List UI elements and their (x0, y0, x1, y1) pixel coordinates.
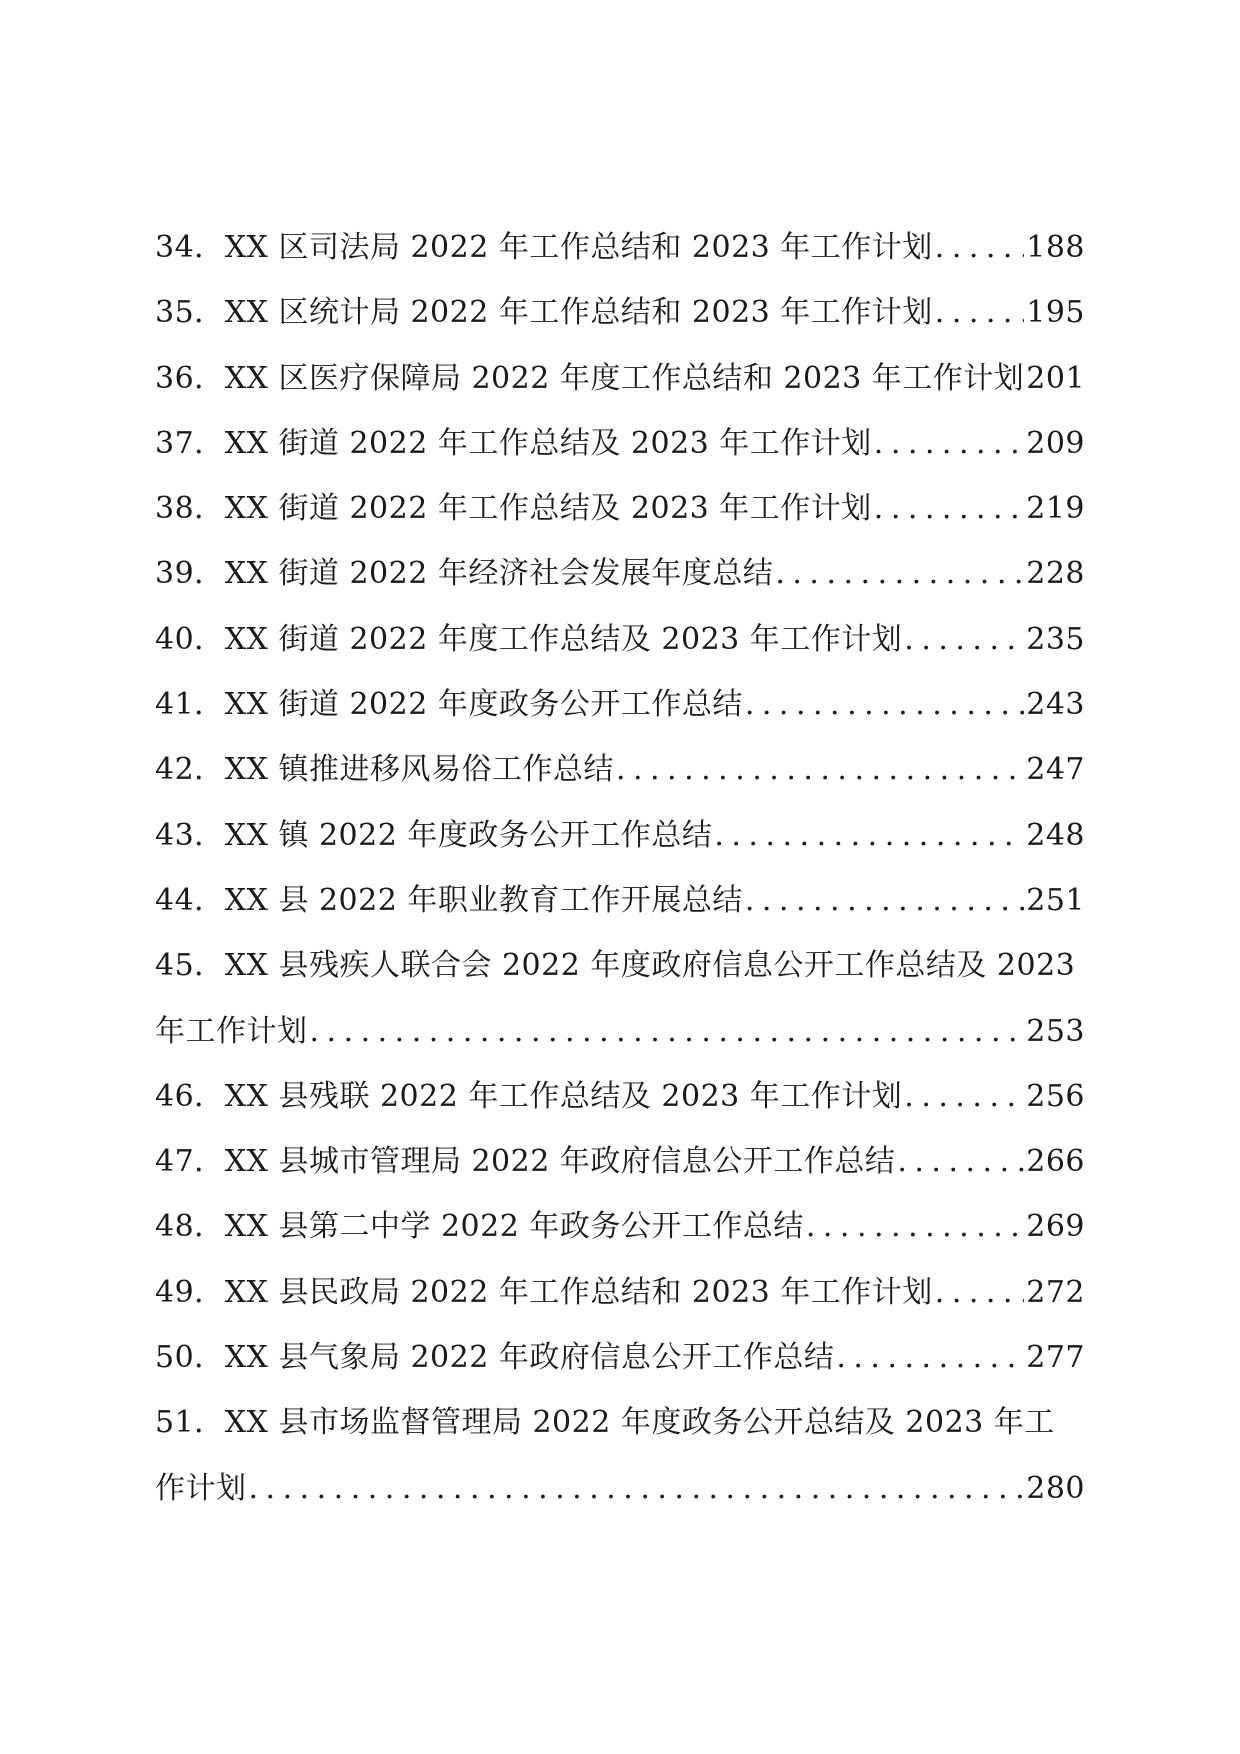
toc-entry-page: 243 (1026, 687, 1085, 723)
toc-entry-number: 36． (155, 360, 225, 396)
dot-leader (933, 280, 1024, 345)
toc-entry-title: XX 街道 2022 年经济社会发展年度总结 (224, 556, 774, 592)
toc-entry-title: XX 街道 2022 年度工作总结及 2023 年工作计划 (224, 621, 903, 657)
table-of-contents (155, 215, 1085, 1521)
toc-entry-48[interactable] (155, 1194, 1085, 1259)
dot-leader (743, 868, 1024, 933)
toc-entry-page: 201 (1026, 360, 1085, 396)
toc-entry-47[interactable] (155, 1129, 1085, 1194)
toc-entry-number: 40． (155, 621, 225, 657)
toc-entry-39[interactable] (155, 541, 1085, 606)
toc-entry-title: XX 街道 2022 年度政务公开工作总结 (224, 687, 743, 723)
toc-entry-title: XX 县民政局 2022 年工作总结和 2023 年工作计划 (224, 1274, 933, 1310)
toc-entry-title-continued: 年工作计划 (155, 1013, 308, 1049)
toc-entry-37[interactable] (155, 411, 1085, 476)
toc-entry-title: XX 县残疾人联合会 2022 年度政府信息公开工作总结及 2023 (224, 948, 1076, 984)
toc-entry-number: 37． (155, 425, 225, 461)
toc-entry-page: 266 (1026, 1144, 1085, 1180)
toc-entry-35[interactable] (155, 280, 1085, 345)
toc-entry-page: 228 (1026, 556, 1085, 592)
toc-entry-number: 42． (155, 752, 225, 788)
toc-entry-49[interactable] (155, 1260, 1085, 1325)
toc-entry-38[interactable] (155, 476, 1085, 541)
toc-entry-page: 247 (1026, 752, 1085, 788)
toc-entry-number: 48． (155, 1209, 225, 1245)
toc-entry-page: 219 (1026, 491, 1085, 527)
toc-entry-page: 209 (1026, 425, 1085, 461)
dot-leader (902, 1064, 1024, 1129)
toc-entry-51[interactable] (155, 1390, 1085, 1521)
dot-leader (933, 1260, 1024, 1325)
toc-entry-title: XX 县气象局 2022 年政府信息公开工作总结 (224, 1340, 835, 1376)
toc-entry-title: XX 县城市管理局 2022 年政府信息公开工作总结 (224, 1144, 896, 1180)
toc-entry-page: 195 (1026, 295, 1085, 331)
toc-entry-number: 39． (155, 556, 225, 592)
toc-entry-title: XX 区医疗保障局 2022 年度工作总结和 2023 年工作计划 (224, 360, 1025, 396)
toc-entry-title: XX 县市场监督管理局 2022 年度政务公开总结及 2023 年工 (224, 1405, 1055, 1441)
toc-entry-number: 35． (155, 295, 225, 331)
toc-entry-page: 277 (1026, 1340, 1085, 1376)
toc-entry-title: XX 街道 2022 年工作总结及 2023 年工作计划 (224, 491, 872, 527)
dot-leader (712, 803, 1024, 868)
dot-leader (872, 411, 1024, 476)
toc-entry-title: XX 镇推进移风易俗工作总结 (224, 752, 614, 788)
toc-entry-46[interactable] (155, 1064, 1085, 1129)
dot-leader (247, 1456, 1025, 1521)
toc-entry-44[interactable] (155, 868, 1085, 933)
toc-entry-page: 188 (1026, 230, 1085, 265)
toc-entry-page: 256 (1026, 1078, 1085, 1114)
toc-entry-page: 251 (1026, 882, 1085, 918)
toc-entry-title: XX 区司法局 2022 年工作总结和 2023 年工作计划 (224, 230, 933, 265)
toc-entry-title-continued: 作计划 (155, 1470, 247, 1506)
toc-entry-title: XX 县残联 2022 年工作总结及 2023 年工作计划 (224, 1078, 903, 1114)
toc-entry-number: 41． (155, 687, 225, 723)
toc-entry-40[interactable] (155, 607, 1085, 672)
toc-entry-title: XX 街道 2022 年工作总结及 2023 年工作计划 (224, 425, 872, 461)
toc-entry-title: XX 县 2022 年职业教育工作开展总结 (224, 882, 743, 918)
toc-entry-number: 46． (155, 1078, 225, 1114)
toc-entry-number: 51． (155, 1405, 225, 1441)
toc-entry-number: 50． (155, 1340, 225, 1376)
dot-leader (933, 215, 1024, 280)
toc-entry-number: 38． (155, 491, 225, 527)
dot-leader (614, 737, 1024, 802)
toc-entry-title: XX 区统计局 2022 年工作总结和 2023 年工作计划 (224, 295, 933, 331)
toc-entry-number: 43． (155, 817, 225, 853)
toc-entry-36[interactable] (155, 346, 1085, 411)
toc-entry-43[interactable] (155, 803, 1085, 868)
toc-entry-41[interactable] (155, 672, 1085, 737)
dot-leader (804, 1194, 1024, 1259)
toc-entry-34[interactable] (155, 215, 1085, 280)
toc-entry-number: 49． (155, 1274, 225, 1310)
dot-leader (308, 999, 1025, 1064)
toc-entry-number: 47． (155, 1144, 225, 1180)
dot-leader (834, 1325, 1024, 1390)
toc-entry-page: 272 (1026, 1274, 1085, 1310)
toc-entry-page: 248 (1026, 817, 1085, 853)
dot-leader (743, 672, 1024, 737)
toc-entry-number: 45． (155, 948, 225, 984)
toc-entry-number: 44． (155, 882, 225, 918)
dot-leader (872, 476, 1024, 541)
toc-entry-number: 34． (155, 230, 225, 265)
toc-entry-45[interactable] (155, 933, 1085, 1064)
toc-entry-42[interactable] (155, 737, 1085, 802)
toc-entry-title: XX 县第二中学 2022 年政务公开工作总结 (224, 1209, 804, 1245)
toc-entry-page: 280 (1026, 1470, 1085, 1506)
dot-leader (895, 1129, 1024, 1194)
toc-entry-title: XX 镇 2022 年度政务公开工作总结 (224, 817, 713, 853)
dot-leader (773, 541, 1024, 606)
toc-entry-page: 269 (1026, 1209, 1085, 1245)
toc-entry-page: 235 (1026, 621, 1085, 657)
dot-leader (902, 607, 1024, 672)
toc-entry-50[interactable] (155, 1325, 1085, 1390)
toc-entry-page: 253 (1026, 1013, 1085, 1049)
